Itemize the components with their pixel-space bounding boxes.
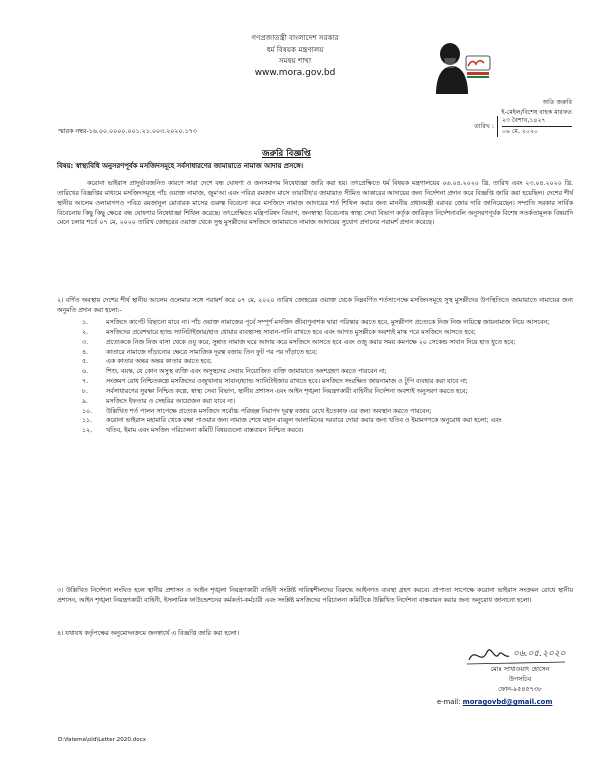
signer-name: মোঃ সাখাওয়াৎ হোসেন [490, 666, 550, 673]
email-label: e-mail: [437, 698, 461, 706]
file-path: D:\fatema\old\Letter 2020.docx [58, 737, 147, 743]
list-item-text: মসজিদে ইফতার ও সেহরির আয়োজন করা যাবে না। [106, 397, 236, 405]
list-item-text: খতিব, ইমাম এবং মসজিদ পরিচালনা কমিটি বিষয়গুলো বাস্তবায়ন নিশ্চিত করবে। [106, 427, 304, 435]
urgency-label: অতি জরুরি [542, 99, 572, 106]
list-item [82, 338, 572, 348]
list-item-number: ২. [82, 328, 89, 336]
date-bangla: ২৩ বৈশাখ,১৪২৭ [502, 117, 546, 124]
list-item-text: কাতারে নামাজে দাঁড়ানোর ক্ষেত্রে সামাজিক দূরত্ব বজায় তিন ফুট পর পর দাঁড়াতে হবে; [106, 348, 318, 356]
list-item-number: ১০. [82, 407, 93, 415]
list-item-text: শিশু, বয়স্ক, যে কোন অসুস্থ ব্যক্তি এবং অসুস্থদের সেবায় নিয়োজিত ব্যক্তি জামায়াতে অংশগ্রহণ করতে পারবেন না; [106, 368, 387, 376]
list-item [82, 357, 572, 367]
signer-designation: উপসচিব [508, 676, 532, 683]
list-item [82, 328, 572, 338]
list-item-text: সংক্রমণ রোধ নিশ্চিতকল্পে মসজিদের ওজুখানায় সাবান/হ্যান্ড স্যানিটাইজার রাখতে হবে। মসজিদে সংরক্ষিত জায়নামাজ ও টুপি ব্যবহার করা যাবে না; [106, 378, 468, 386]
date-label: তারিখ : [474, 123, 494, 130]
list-item-number: ১২. [82, 427, 93, 435]
email-link[interactable]: moragovbd@gmail.com [462, 698, 553, 706]
list-item-text: করোনা ভাইরাস মহামারি থেকে রক্ষা পাওয়ার জন্য নামাজ শেষে মহান রাব্বুল আলামিনের দরবারে দোয়া করার জন্য খতিব ও ইমামগণকে অনুরোধ করা হলো; এবং [106, 417, 502, 425]
signer-phone: ফোন-৯৫৪৫৭৩৮ [498, 686, 542, 693]
list-item-text: প্রত্যেককে নিজ নিজ বাসা থেকে ওযু করে, সুন্নাত নামাজ ঘরে আদায় করে মসজিদে আসতে হবে এবং ওজু করার সময় কমপক্ষে ২০ সেকেন্ড সাবান দিয়ে হাত ধুতে হবে; [106, 338, 516, 346]
paragraph-1: করোনা ভাইরাস প্রাদুর্ভাবজনিত কারণে সারা দেশে বন্ধ ঘোষণা ও জনসমাগম নিষেধাজ্ঞা জারি করা হয়। তৎপ্রেক্ষিতে ধর্ম বিষয়ক মন্ত্রণালয়ের ০৬.০৪.২০২০ খ্রি. তারিখ এবং ২৩.০৪.২০২০ খ্রি. তারিখের বিজ্ঞপ্তির মাধ্যমে মসজিদসমূহে পাঁচ ওয়াক্ত নামাজ, জুম'আ এবং পবিত্র রমজান মাসে তারাবীহ'র জামায়াত সীমিত আকারের আদায়ের জন্য নির্দেশনা প্রদান করে বিজ্ঞপ্তি জারি করা হয়েছিল। দেশের শীর্ষ স্থানীয় আলেম ওলামাগণও পবিত্র রমজানুল মোবারক মাসের গুরুত্ব বিবেচনা করে মসজিদে নামাজ আদায়ের শর্ত শিথিল করার জন্য মাননীয় প্রধানমন্ত্রী বরাবর জোর দাবি জানিয়েছেন। সম্প্রতি সরকার সার্বিক বিবেচনায় কিছু কিছু ক্ষেত্রে বন্ধ ঘোষণার নিষেধাজ্ঞা শিথিল করেছে। তৎপ্রেক্ষিতে মন্ত্রিপরিষদ বিভাগ, জনস্বাস্থ্য বিবেচনায় স্বাস্থ্য সেবা বিভাগ কর্তৃক জারিকৃত নির্দেশনাবলি অনুসরণপূর্বক বিশেষ সতর্কতামূলক বিষয়াদি মেনে চলার শর্তে ০৭ মে, ২০২০ তারিখ জোহরের ওয়াক্ত থেকে সুস্থ মুসল্লীদের মসজিদে জামায়াতে নামাজ আদায়ের সুযোগ প্রদানের পরামর্শ প্রদান করেছে। [57, 180, 573, 227]
list-item [82, 407, 572, 417]
subject-line: বিষয়: স্বাস্থ্যবিধি অনুসরণপূর্বক মসজিদসমূহে সর্বসাধারণের জামায়াতে নামাজ আদায় প্রসঙ্গে। [57, 162, 304, 170]
list-item-number: ৬. [82, 368, 89, 376]
section-name: সমন্বয় শাখা [278, 56, 312, 65]
letterhead [170, 32, 420, 79]
notice-title: জরুরি বিজ্ঞপ্তি [262, 149, 311, 159]
signer-block [470, 665, 570, 695]
date-english: ০৬ মে, ২০২০ [502, 126, 572, 137]
ministry-name: ধর্ম বিষয়ক মন্ত্রণালয় [266, 44, 324, 54]
list-item [82, 367, 572, 377]
list-item [82, 348, 572, 358]
date-block [380, 116, 572, 137]
email-line [437, 698, 552, 706]
memo-number: স্মারক নম্বর-১৬.০০.০০০০.০০১.২১.০০৩.২০২০.১৭৩ [58, 128, 197, 135]
list-item [82, 377, 572, 387]
list-item [82, 387, 572, 397]
list-item [82, 416, 572, 426]
list-item-number: ১১. [82, 417, 93, 425]
signature-date: ০৬.০৫.২০২০ [513, 649, 566, 659]
list-item-number: ৮. [82, 387, 89, 395]
paragraph-2: ২। বর্ণিত অবস্থায় দেশের শীর্ষ স্থানীয় আলেম ওলেমার সঙ্গে পরামর্শ করে ০৭ মে, ২০২০ তারিখ জোহরের ওয়াক্ত থেকে নিম্নবর্ণিত শর্তসাপেক্ষে মসজিদসমূহে সুস্থ মুসল্লীদের উপস্থিতিতে জামায়াতে নামাযের জন্য অনুমতি প্রদান করা হলো:- [57, 297, 573, 314]
paragraph-3: ৩। উল্লিখিত নির্দেশনা লংঘিত হলে স্থানীয় প্রশাসন ও আইন শৃঙ্খলা নিয়ন্ত্রণকারী বাহিনী সংশ্লিষ্ট দায়িত্বশীলদের বিরুদ্ধে আইনগত ব্যবস্থা গ্রহণ করবে। প্রাপ্যতা সাপেক্ষে করোনা ভাইরাস সংক্রমন রোধে স্থানীয় প্রশাসন, আইন শৃঙ্খলা নিয়ন্ত্রণকারী বাহিনী, ইসলামিক ফাউন্ডেশনের কর্মকর্তা-কর্মচারী এবং সংশ্লিষ্ট মসজিদের পরিচালনা কমিটিকে উল্লিখিত নির্দেশনা বাস্তবায়ন করার জন্য অনুরোধ জানানো হলো। [57, 587, 573, 604]
list-item-text: সর্বসাধারণের সুরক্ষা নিশ্চিত কল্পে, স্বাস্থ্য সেবা বিভাগ, স্থানীয় প্রশাসন এবং আইন শৃঙ্খলা নিয়ন্ত্রণকারী বাহিনীর নির্দেশনা অবশ্যই অনুসরণ করতে হবে; [106, 387, 468, 395]
conditions-list [82, 318, 572, 436]
list-item-number: ৫. [82, 358, 89, 366]
list-item-text: মসজিদের প্রবেশদ্বারে হ্যান্ড স্যানিটাইজার/হাত ধোয়ার ব্যবস্থাসহ সাবান-পানি রাখতে হবে এবং আগত মুসল্লীকে অবশ্যই মাস্ক পরে মসজিদে আসতে হবে; [106, 328, 476, 336]
list-item-number: ৭. [82, 378, 89, 386]
list-item-number: ৩. [82, 338, 89, 346]
list-item-text: মসজিদে কার্পেট বিছানো যাবে না। পাঁচ ওয়াক্ত নামাজের পূর্বে সম্পূর্ণ মসজিদ জীবাণুনাশক দ্বারা পরিস্কার করতে হবে, মুসল্লীগণ প্রত্যেকে নিজ নিজ দায়িত্বে জায়নামাজ নিয়ে আসবেন; [106, 319, 550, 326]
delivery-mode: ই-মেইল/বিশেষ বাহক মারফত [501, 109, 572, 116]
website-link[interactable]: www.mora.gov.bd [254, 67, 336, 78]
mujib-borsho-logo-icon [430, 38, 492, 94]
list-item-text: উল্লিখিত শর্ত পালন সাপেক্ষে প্রত্যেক মসজিদে সর্বোচ্চ পরিচ্ছন্ন নিরাপদ দূরত্ব বজায় রেখে ইতেকাফ এর জন্য অবস্থান করতে পারবেন; [106, 407, 432, 415]
list-item-text: এক কাতার অন্তর অন্তর কাতার করতে হবে; [106, 358, 213, 366]
list-item [82, 397, 572, 407]
list-item [82, 426, 572, 436]
list-item [82, 318, 572, 328]
paragraph-4: ৪। যথাযথ কর্তৃপক্ষের অনুমোদনক্রমে জনস্বার্থে এ বিজ্ঞপ্তি জারি করা হলো। [57, 630, 239, 637]
list-item-number: ৯. [82, 397, 89, 405]
govt-name: গণপ্রজাতন্ত্রী বাংলাদেশ সরকার [251, 33, 339, 42]
routing-block [446, 98, 572, 118]
list-item-number: ১. [82, 319, 89, 326]
list-item-number: ৪. [82, 348, 89, 356]
